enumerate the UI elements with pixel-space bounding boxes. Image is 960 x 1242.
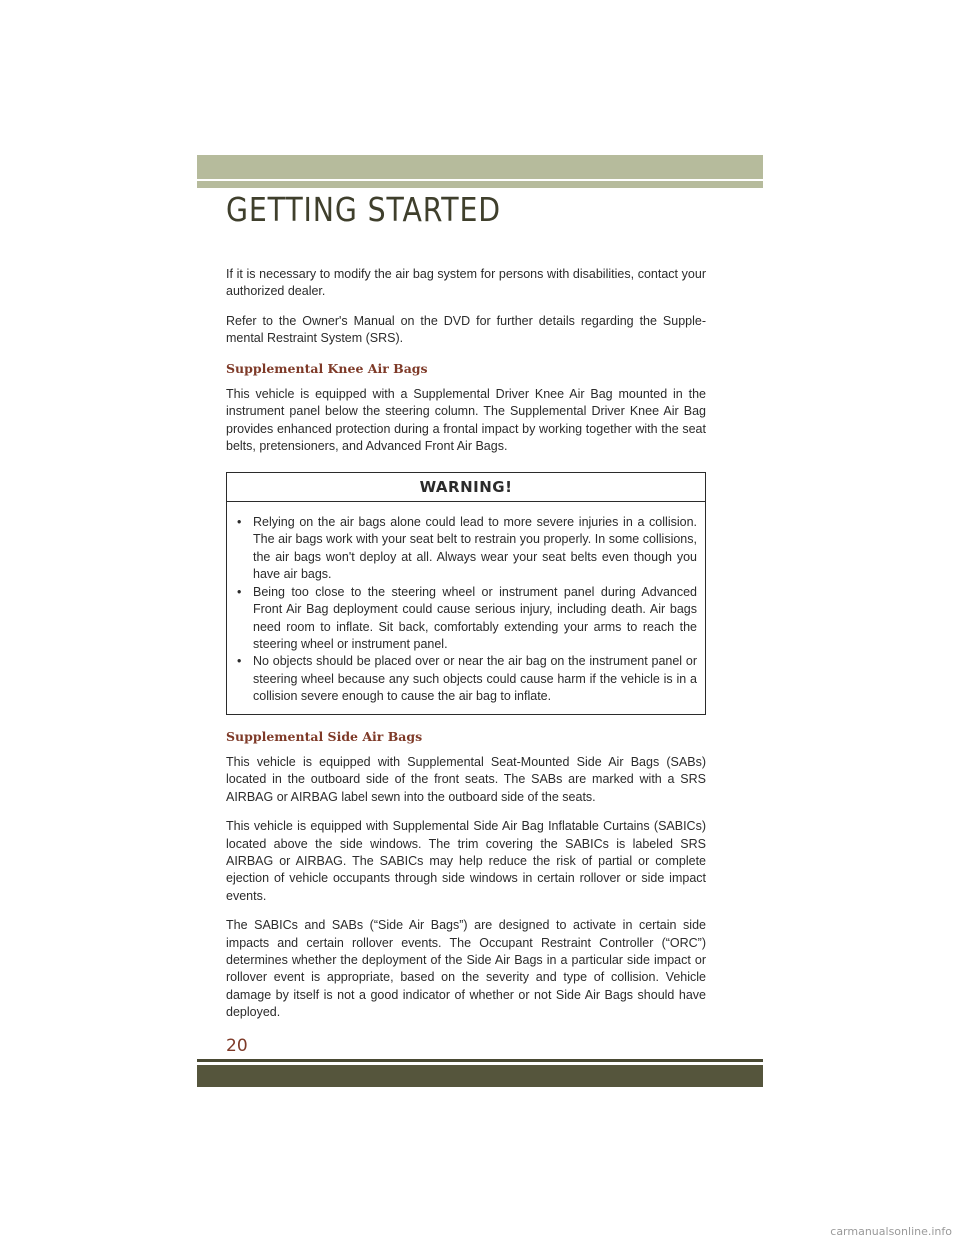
warning-item [235, 514, 697, 584]
warning-title: WARNING! [227, 473, 705, 502]
heading-knee-air-bags: Supplemental Knee Air Bags [226, 360, 428, 376]
warning-item-text: No objects should be placed over or near the air bag on the instrument panel or steering wheel because any such objects could cause harm if the vehicle is in a collision severe enough to cause the air bag to inflate. [253, 654, 697, 704]
watermark: carmanualsonline.info [830, 1225, 952, 1238]
warning-item [235, 584, 697, 654]
heading-side-air-bags: Supplemental Side Air Bags [226, 728, 423, 744]
warning-list [227, 502, 705, 713]
warning-item-text: Relying on the air bags alone could lead to more severe injuries in a collision. The air bags work with your seat belt to restrain you properly. In some collisions, the air bags won't deploy at all. Always wear your seat belts even though you have air bags. [253, 515, 697, 582]
warning-box [226, 472, 706, 715]
paragraph-knee-air-bags: This vehicle is equipped with a Supplemental Driver Knee Air Bag mounted in the instrument panel below the steering column. The Supplemental Driver Knee Air Bag provides enhanced protection during a frontal impact by working together with the seat belts, pretensioners, and Advanced Front Air Bags. [226, 387, 706, 454]
bullet-icon: • [237, 584, 242, 599]
header-band [197, 155, 763, 179]
paragraph-orc: The SABICs and SABs (“Side Air Bags”) are designed to activate in certain side impacts and certain rollover events. The Occupant Restraint Controller (“ORC”) determines whether the deployment of the Side Air Bags in a particular side impact or rollover event is appropriate, based on the severity and type of collision. Vehicle damage by itself is not a good indicator of whether or not Side Air Bags should have deployed. [226, 918, 706, 1020]
bullet-icon: • [237, 654, 242, 669]
paragraph-sabics: This vehicle is equipped with Supplemental Side Air Bag Inflatable Curtains (SABICs) located above the side windows. The trim covering the SABICs is labeled SRS AIRBAG or AIRBAG. The SABICs may help reduce the risk of partial or complete ejection of vehicle occupants through side windows in certain rollover or side impact events. [226, 819, 706, 903]
bullet-icon: • [237, 515, 242, 530]
header-rule [197, 181, 763, 188]
paragraph-owners-manual: Refer to the Owner's Manual on the DVD for further details regarding the Supple-mental Restraint System (SRS). [226, 313, 706, 346]
footer-rule [197, 1059, 763, 1062]
warning-item-text: Being too close to the steering wheel or instrument panel during Advanced Front Air Bag deployment could cause serious injury, including death. Air bags need room to inflate. Sit back, comfortably extending your arms to reach the steering wheel or instrument panel. [253, 584, 697, 651]
footer-band [197, 1065, 763, 1087]
page-content [226, 266, 706, 1034]
paragraph-disabilities: If it is necessary to modify the air bag system for persons with disabilities, contact your authorized dealer. [226, 267, 706, 299]
page-number: 20 [226, 1036, 248, 1056]
warning-item [235, 653, 697, 705]
section-title: GETTING STARTED [226, 190, 501, 229]
paragraph-sabs: This vehicle is equipped with Supplemental Seat-Mounted Side Air Bags (SABs) located in the outboard side of the front seats. The SABs are marked with a SRS AIRBAG or AIRBAG label sewn into the outboard side of the seats. [226, 754, 706, 804]
